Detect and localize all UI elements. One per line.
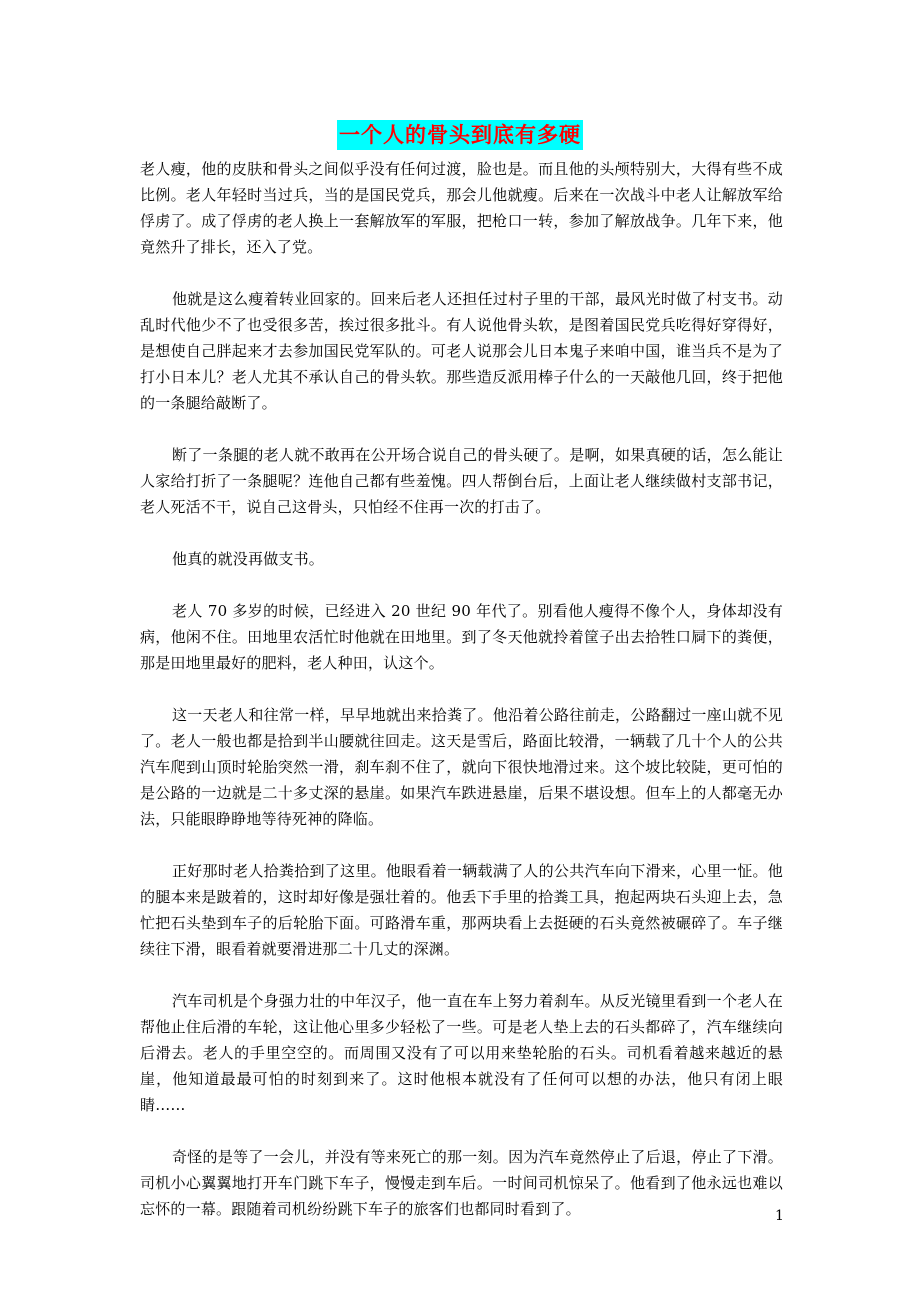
paragraph-1: 老人瘦，他的皮肤和骨头之间似乎没有任何过渡，脸也是。而且他的头颅特别大，大得有些不成比例。老人年轻时当过兵，当的是国民党兵，那会儿他就瘦。后来在一次战斗中老人让解放军给俘虏了。成了俘虏的老人换上一套解放军的军服，把枪口一转，参加了解放战争。几年下来，他竟然升了排长，还入了党。 [140,160,783,256]
paragraph-6: 这一天老人和往常一样，早早地就出来拾粪了。他沿着公路往前走，公路翻过一座山就不见了。老人一般也都是拾到半山腰就往回走。这天是雪后，路面比较滑，一辆载了几十个人的公共汽车爬到山顶时轮胎突然一滑，刹车刹不住了，就向下很快地滑过来。这个坡比较陡，更可怕的是公路的一边就是二十多丈深的悬崖。如果汽车跌进悬崖，后果不堪设想。但车上的人都毫无办法，只能眼睁睁地等待死神的降临。 [140,706,783,828]
title-container [0,120,920,150]
paragraph-8: 汽车司机是个身强力壮的中年汉子，他一直在车上努力着刹车。从反光镜里看到一个老人在帮他止住后滑的车轮，这让他心里多少轻松了一些。可是老人垫上去的石头都碎了，汽车继续向后滑去。老人的手里空空的。而周围又没有了可以用来垫轮胎的石头。司机看着越来越近的悬崖，他知道最最可怕的时刻到来了。这时他根本就没有了任何可以想的办法，他只有闭上眼睛…… [140,992,783,1114]
paragraph-3: 断了一条腿的老人就不敢再在公开场合说自己的骨头硬了。是啊，如果真硬的话，怎么能让人家给打折了一条腿呢？连他自己都有些羞愧。四人帮倒台后，上面让老人继续做村支部书记，老人死活不干，说自己这骨头，只怕经不住再一次的打击了。 [140,446,783,516]
article-body [140,156,783,1248]
paragraph-4: 他真的就没再做支书。 [172,550,325,568]
paragraph-2: 他就是这么瘦着转业回家的。回来后老人还担任过村子里的干部，最风光时做了村支书。动乱时代他少不了也受很多苦，挨过很多批斗。有人说他骨头软，是图着国民党兵吃得好穿得好，是想使自己胖起来才去参加国民党军队的。可老人说那会儿日本鬼子来咱中国，谁当兵不是为了打小日本儿？老人尤其不承认自己的骨头软。那些造反派用棒子什么的一天敲他几回，终于把他的一条腿给敲断了。 [140,290,783,412]
paragraph-9: 奇怪的是等了一会儿，并没有等来死亡的那一刻。因为汽车竟然停止了后退，停止了下滑。司机小心翼翼地打开车门跳下车子，慢慢走到车后。一时间司机惊呆了。他看到了他永远也难以忘怀的一幕。跟随着司机纷纷跳下车子的旅客们也都同时看到了。 [140,1148,783,1218]
paragraph-7: 正好那时老人拾粪拾到了这里。他眼看着一辆载满了人的公共汽车向下滑来，心里一怔。他的腿本来是跛着的，这时却好像是强壮着的。他丢下手里的拾粪工具，抱起两块石头迎上去，急忙把石头垫到车子的后轮胎下面。可路滑车重，那两块看上去挺硬的石头竟然被碾碎了。车子继续往下滑，眼看着就要滑进那二十几丈的深渊。 [140,862,783,958]
page-number: 1 [775,1208,784,1224]
paragraph-5: 老人 70 多岁的时候，已经进入 20 世纪 90 年代了。别看他人瘦得不像个人，身体却没有病，他闲不住。田地里农活忙时他就在田地里。到了冬天他就拎着筐子出去拾牲口屙下的粪便，那是田地里最好的肥料，老人种田，认这个。 [140,602,783,672]
page-title: 一个人的骨头到底有多硬 [337,120,583,150]
